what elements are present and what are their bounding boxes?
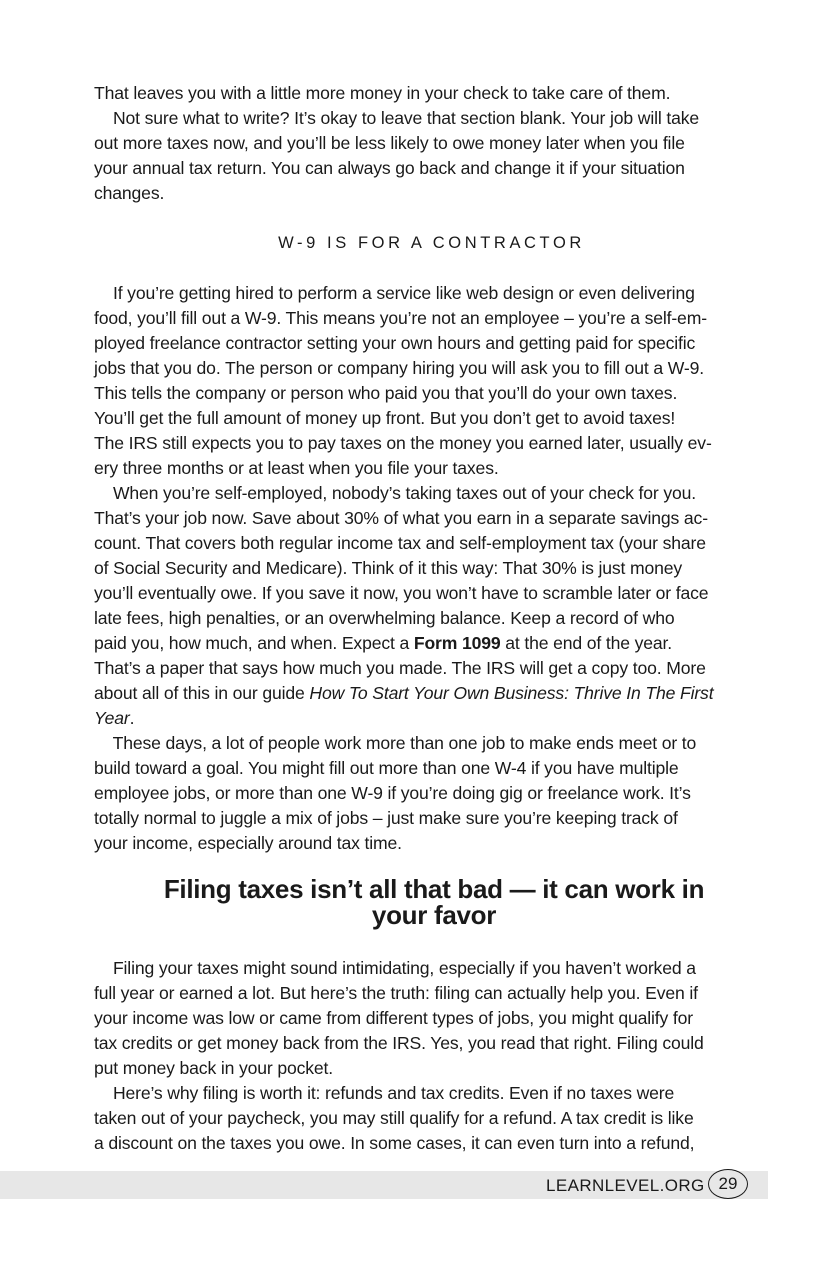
text-line-guide-end — [94, 706, 774, 731]
text-line: Filing your taxes might sound intimidating, especially if you haven’t worked a — [94, 958, 696, 978]
text-line: taken out of your paycheck, you may still qualify for a refund. A tax credit is like — [94, 1108, 694, 1128]
text-fragment: paid you, how much, and when. Expect a — [94, 633, 414, 653]
text-line: tax credits or get money back from the IRS. Yes, you read that right. Filing could — [94, 1033, 704, 1053]
text-line: Not sure what to write? It’s okay to leave that section blank. Your job will take — [94, 108, 699, 128]
w9-subheading: W-9 IS FOR A CONTRACTOR — [278, 234, 585, 252]
text-line-guide — [94, 681, 774, 706]
intro-paragraphs — [94, 81, 774, 206]
text-line: your income was low or came from different types of jobs, you might qualify for — [94, 1008, 693, 1028]
text-line: ery three months or at least when you file your taxes. — [94, 458, 499, 478]
text-fragment: about all of this in our guide — [94, 683, 310, 703]
text-line: This tells the company or person who paid you that you’ll do your own taxes. — [94, 383, 678, 403]
text-line: If you’re getting hired to perform a service like web design or even delivering — [94, 283, 695, 303]
text-line: That leaves you with a little more money in your check to take care of them. — [94, 83, 671, 103]
text-line: build toward a goal. You might fill out more than one W-4 if you have multiple — [94, 758, 679, 778]
text-line: That’s your job now. Save about 30% of what you earn in a separate savings ac- — [94, 508, 708, 528]
page-number-badge: 29 — [708, 1169, 748, 1199]
footer-site-name: LEARNLEVEL.ORG — [546, 1176, 705, 1195]
guide-title-end: Year — [94, 708, 130, 728]
text-line: count. That covers both regular income tax and self-employment tax (your share — [94, 533, 706, 553]
filing-section-body — [94, 956, 774, 1156]
text-line: totally normal to juggle a mix of jobs – just make sure you’re keeping track of — [94, 808, 678, 828]
text-fragment: at the end of the year. — [500, 633, 673, 653]
form-1099-label: Form 1099 — [413, 633, 501, 653]
text-line: employee jobs, or more than one W-9 if you’re doing gig or freelance work. It’s — [94, 783, 691, 803]
text-line: out more taxes now, and you’ll be less likely to owe money later when you file — [94, 133, 685, 153]
heading-line: Filing taxes isn’t all that bad — it can work in — [163, 874, 705, 904]
text-line: That’s a paper that says how much you made. The IRS will get a copy too. More — [94, 658, 706, 678]
text-line: your income, especially around tax time. — [94, 833, 402, 853]
text-line: full year or earned a lot. But here’s the truth: filing can actually help you. Even if — [94, 983, 698, 1003]
text-line: put money back in your pocket. — [94, 1058, 334, 1078]
text-line: your annual tax return. You can always go back and change it if your situation — [94, 158, 685, 178]
text-line: a discount on the taxes you owe. In some cases, it can even turn into a refund, — [94, 1133, 695, 1153]
text-line: food, you’ll fill out a W-9. This means you’re not an employee – you’re a self-em- — [94, 308, 707, 328]
text-line: Here’s why filing is worth it: refunds and tax credits. Even if no taxes were — [94, 1083, 675, 1103]
text-line: When you’re self-employed, nobody’s taking taxes out of your check for you. — [94, 483, 696, 503]
text-line: jobs that you do. The person or company hiring you will ask you to fill out a W-9. — [94, 358, 704, 378]
text-line: You’ll get the full amount of money up front. But you don’t get to avoid taxes! — [94, 408, 676, 428]
guide-title: How To Start Your Own Business: Thrive In The First — [309, 683, 714, 703]
text-fragment: . — [129, 708, 135, 728]
text-line: changes. — [94, 183, 165, 203]
text-line: These days, a lot of people work more than one job to make ends meet or to — [94, 733, 697, 753]
text-line: The IRS still expects you to pay taxes on the money you earned later, usually ev- — [94, 433, 712, 453]
text-line: ployed freelance contractor setting your own hours and getting paid for specific — [94, 333, 696, 353]
heading-line: your favor — [371, 900, 497, 930]
text-line-form-1099 — [94, 631, 774, 656]
text-line: late fees, high penalties, or an overwhelming balance. Keep a record of who — [94, 608, 675, 628]
text-line: of Social Security and Medicare). Think of it this way: That 30% is just money — [94, 558, 683, 578]
filing-taxes-heading — [94, 876, 774, 928]
w9-section-body — [94, 281, 774, 856]
text-line: you’ll eventually owe. If you save it now, you won’t have to scramble later or face — [94, 583, 709, 603]
